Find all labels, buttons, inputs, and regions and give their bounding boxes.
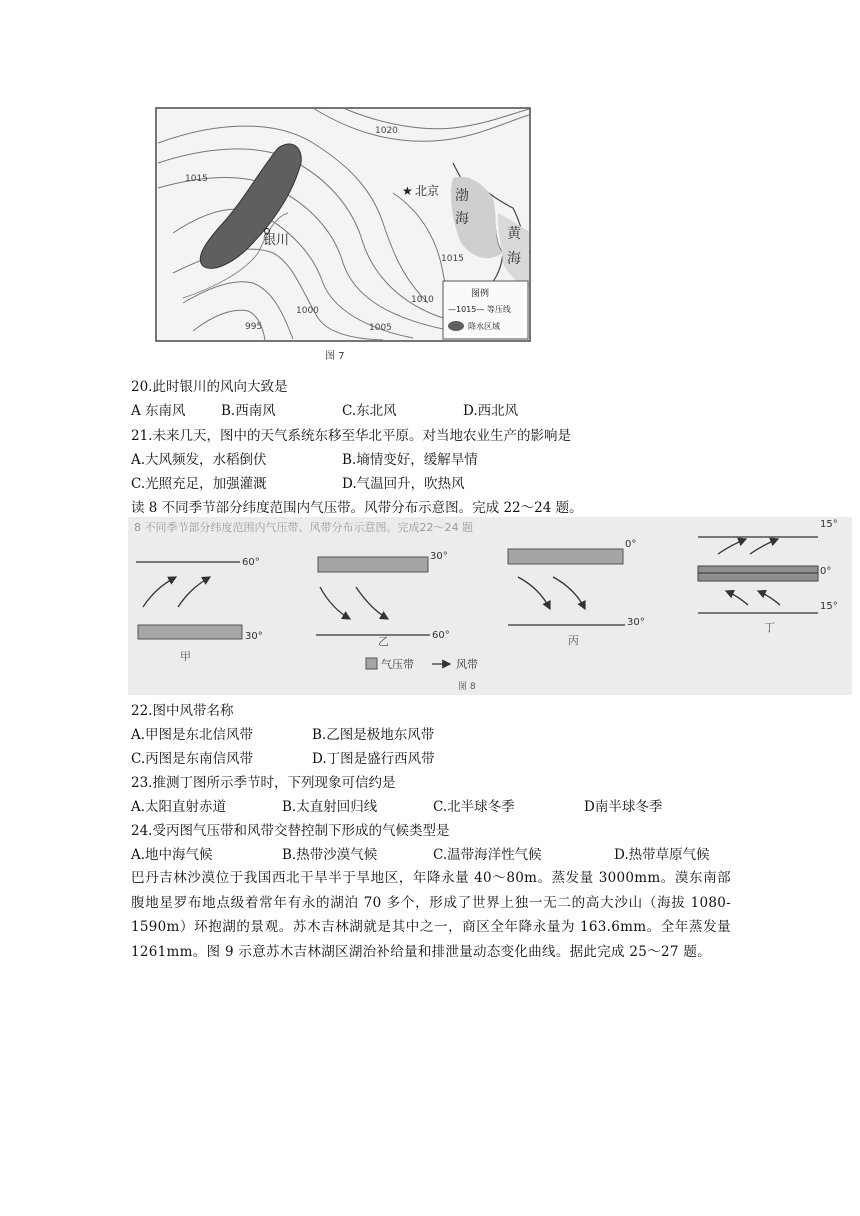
figure-7-weather-map — [153, 103, 533, 365]
q21-option-d: D.气温回升，吹热风 — [342, 476, 465, 492]
q23-option-c: C.北半球冬季 — [433, 799, 515, 815]
q23-option-d: D南半球冬季 — [584, 799, 663, 815]
q24-option-d: D.热带草原气候 — [614, 847, 710, 863]
huanghai-label-1: 黄 — [507, 226, 521, 242]
panel-ding-top-lat: 15° — [820, 519, 838, 530]
panel-yi-bottom-lat: 60° — [432, 630, 450, 641]
isobar-value: 1015 — [185, 174, 208, 184]
isobar-value: 1020 — [375, 126, 398, 136]
q20-option-a: A 东南风 — [131, 403, 186, 419]
q23-option-a: A.太阳直射赤道 — [131, 799, 227, 815]
panel-yi-pressure-belt — [318, 557, 428, 572]
isobar-value: 1000 — [296, 306, 319, 316]
q20-option-d: D.西北风 — [463, 403, 519, 419]
beijing-star-icon: ★ — [402, 184, 413, 198]
panel-bing-top-lat: 0° — [625, 539, 637, 550]
q24-stem: 24.受丙图气压带和风带交替控制下形成的气候类型是 — [131, 823, 450, 839]
panel-bing-pressure-belt — [508, 549, 623, 564]
panel-ding-bottom-lat: 15° — [820, 601, 838, 612]
reading-passage: 巴丹吉林沙漠位于我国西北干旱半于旱地区，年降永量 40～80m。蒸发量 3000mm。漠东南部腹地星罗布地点级着常年有永的湖泊 70 多个，形成了世界上独一无二的高大沙山（海拔 1080-1590m）环抱湖的景观。苏木吉林湖就是其中之一，商区全年降永量为 163.6mm。全年蒸发量 1261mm。图 9 示意苏木吉林湖区湖治补给量和排泄量动态变化曲线。据此完成 25～27 题。 — [131, 870, 731, 960]
panel-jia-name: 甲 — [180, 650, 191, 663]
beijing-label: 北京 — [415, 184, 440, 198]
panel-jia-bottom-lat: 30° — [245, 631, 263, 642]
isobar-value: 1005 — [369, 323, 392, 333]
figure8-faded-header: 8 不同季节部分纬度范围内气压带、风带分布示意图。完成22～24 题 — [134, 521, 473, 534]
q24-option-b: B.热带沙漠气候 — [282, 847, 378, 863]
q23-stem: 23.推测丁图所示季节时，下列现象可信约是 — [131, 775, 396, 791]
q24-option-c: C.温带海洋性气候 — [433, 847, 542, 863]
q23-option-b: B.太直射回归线 — [282, 799, 378, 815]
q21-stem: 21.未来几天，图中的天气系统东移至华北平原。对当地农业生产的影响是 — [131, 428, 571, 444]
q21-option-a: A.大风频发，水稻倒伏 — [131, 452, 267, 468]
q21-option-b: B.墒情变好，缓解旱情 — [342, 452, 478, 468]
huanghai-label-2: 海 — [507, 251, 521, 267]
legend-isobar: —1015— 等压线 — [448, 305, 511, 314]
q21-option-c: C.光照充足，加强灌溉 — [131, 476, 267, 492]
belts-svg — [128, 517, 852, 695]
panel-jia-pressure-belt — [138, 625, 242, 639]
isobar-value: 995 — [245, 322, 263, 332]
q22-option-c: C.丙图是东南信风带 — [131, 751, 254, 767]
q20-option-b: B.西南风 — [221, 403, 276, 419]
yinchuan-label: 银川 — [263, 233, 290, 248]
q20-option-c: C.东北风 — [342, 403, 397, 419]
panel-bing-name: 丙 — [568, 634, 579, 647]
bohai-label-1: 渤 — [455, 188, 469, 204]
legend-pressure-label: 气压带 — [381, 658, 414, 671]
legend-rain-swatch — [448, 321, 464, 331]
q22-stem: 22.图中风带名称 — [131, 703, 234, 719]
panel-yi-top-lat: 30° — [430, 551, 448, 562]
q22-option-d: D.丁图是盛行西风带 — [312, 751, 435, 767]
legend-pressure-swatch — [366, 658, 377, 669]
figure7-caption: 图 7 — [325, 351, 345, 362]
panel-jia-top-lat: 60° — [242, 557, 260, 568]
legend-wind-label: 风带 — [456, 658, 478, 671]
q24-option-a: A.地中海气候 — [131, 847, 213, 863]
q20-stem: 20.此时银川的风向大致是 — [131, 379, 288, 395]
figure-8-belts-diagram — [128, 517, 852, 695]
bohai-label-2: 海 — [455, 211, 469, 227]
figure8-caption: 图 8 — [458, 682, 476, 692]
panel-yi-name: 乙 — [378, 635, 389, 648]
isobar-value: 1010 — [411, 295, 434, 305]
weather-map-svg — [153, 103, 533, 365]
figure8-intro: 读 8 不同季节部分纬度范围内气压带。风带分布示意图。完成 22～24 题。 — [131, 500, 583, 516]
legend-rain: 降水区域 — [468, 322, 500, 331]
q22-option-a: A.甲图是东北信风带 — [131, 727, 254, 743]
panel-ding-mid-lat: 0° — [820, 566, 832, 577]
isobar-value: 1015 — [441, 254, 464, 264]
q22-option-b: B.乙图是极地东风带 — [312, 727, 435, 743]
panel-ding-name: 丁 — [764, 621, 775, 634]
panel-bing-bottom-lat: 30° — [627, 617, 645, 628]
legend-title: 图例 — [471, 289, 490, 299]
